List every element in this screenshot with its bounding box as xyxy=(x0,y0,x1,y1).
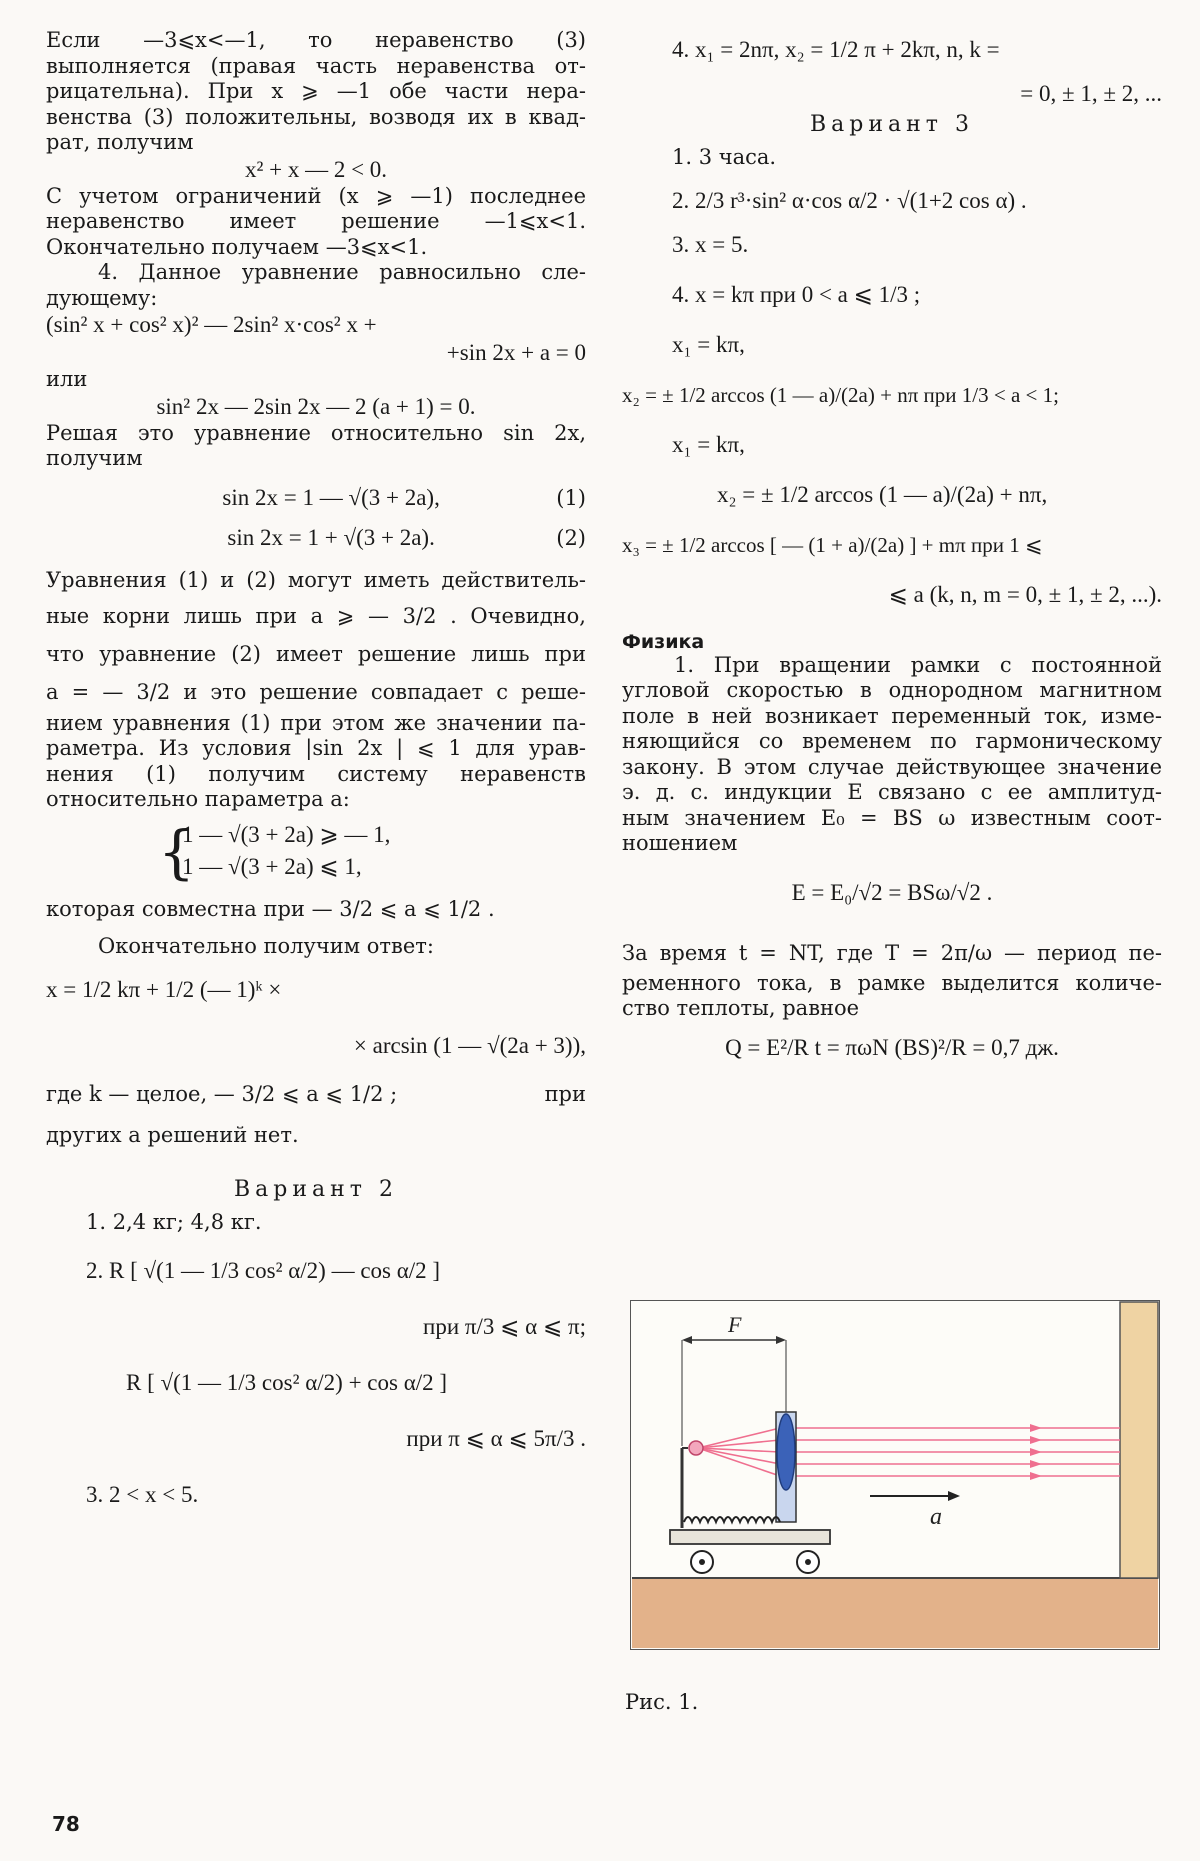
focal-length-label: F xyxy=(728,1312,742,1337)
text-line: 4. Данное уравнение равносильно сле- xyxy=(98,260,586,284)
v3-item-3: 3. x = 5. xyxy=(672,231,749,257)
text-line: дующему: xyxy=(46,285,158,310)
equation-b1: (sin² x + cos² x)² — 2sin² x·cos² x + xyxy=(46,312,377,337)
equation-2-row xyxy=(46,524,586,552)
left-column xyxy=(46,28,586,1509)
text-line: нения (1) получим систему неравенств xyxy=(46,761,586,786)
v3-item-4g: ⩽ a (k, n, m = 0, ± 1, ± 2, ...). xyxy=(888,581,1162,607)
text-line: Уравнения (1) и (2) могут иметь действитель- xyxy=(46,567,586,592)
physics-equation-2: Q = E²/R t = πωN (BS)²/R = 0,7 дж. xyxy=(725,1034,1059,1060)
wall xyxy=(1120,1302,1158,1578)
physics-paragraph-2 xyxy=(622,935,1162,1022)
right-column xyxy=(622,28,1162,1062)
answer-line-3 xyxy=(46,1082,586,1108)
text-line: ство теплоты, равное xyxy=(622,996,860,1020)
v3-item-4b: x₁ = kπ, xyxy=(672,331,745,357)
paragraph-2 xyxy=(46,184,586,261)
paragraph-5 xyxy=(46,564,586,813)
text-line: няющийся со временем по гармоническому xyxy=(622,729,1162,753)
equation-b2: +sin 2x + a = 0 xyxy=(446,340,586,365)
text-line: 1. При вращении рамки с постоянной xyxy=(674,652,1162,677)
text-line: рат, получим xyxy=(46,130,194,154)
text-line: относительно параметра a: xyxy=(46,787,350,811)
text-line: неравенство имеет решение —1⩽x<1. xyxy=(46,209,586,233)
equation-c: sin² 2x — 2sin 2x — 2 (a + 1) = 0. xyxy=(156,393,476,419)
text-line: Окончательно получаем —3⩽x<1. xyxy=(46,234,428,259)
v2-item-2b: при π/3 ⩽ α ⩽ π; xyxy=(423,1314,586,1339)
v1-item-4b: = 0, ± 1, ± 2, ... xyxy=(1020,81,1162,106)
equation-number: (2) xyxy=(556,525,586,550)
figure-caption: Рис. 1. xyxy=(625,1690,699,1714)
v3-item-4c: x₂ = ± 1/2 arccos (1 — a)/(2a) + nπ при 1/3 < a < 1; xyxy=(622,382,1059,407)
system-line-2: 1 — √(3 + 2a) ⩽ 1, xyxy=(182,853,362,879)
text-line: За время t = NT, где T = 2π/ω — период пе- xyxy=(622,940,1162,965)
or-label: или xyxy=(46,367,88,391)
text-line: других a решений нет. xyxy=(46,1123,299,1147)
v3-item-4f: x₃ = ± 1/2 arccos [ — (1 + a)/(2a) ] + mπ при 1 ⩽ xyxy=(622,532,1043,557)
inequality-system xyxy=(46,817,586,886)
v2-item-3: 3. 2 < x < 5. xyxy=(86,1482,199,1507)
text-line: э. д. с. индукции E связано с ее амплитуд- xyxy=(622,780,1162,804)
v2-item-2c: R [ √(1 — 1/3 cos² α/2) + cos α/2 ] xyxy=(126,1370,448,1395)
system-line-1: 1 — √(3 + 2a) ⩾ — 1, xyxy=(182,821,391,847)
text-line: ные корни лишь при a ⩾ — 3/2 . Очевидно, xyxy=(46,603,586,628)
paragraph-1 xyxy=(46,28,586,156)
answer-condition: где k — целое, — 3/2 ⩽ a ⩽ 1/2 ; xyxy=(46,1081,398,1106)
v2-item-2d: при π ⩽ α ⩽ 5π/3 . xyxy=(406,1426,586,1451)
figure-1 xyxy=(630,1300,1160,1650)
text-line: угловой скоростью в однородном магнитном xyxy=(622,678,1162,702)
text-line: что уравнение (2) имеет решение лишь при xyxy=(46,641,586,666)
text-line: Если —3⩽x<—1, то неравенство (3) xyxy=(46,28,586,52)
text-line: ным значением E₀ = BS ω известным соот- xyxy=(622,805,1162,830)
answer-line-2: × arcsin (1 — √(2a + 3)), xyxy=(353,1032,586,1058)
text-line: венства (3) положительны, возводя их в квад- xyxy=(46,104,586,129)
v3-item-1: 1. 3 часа. xyxy=(672,145,777,169)
v3-item-2: 2. 2/3 r³·sin² α·cos α/2 · √(1+2 cos α) . xyxy=(672,187,1027,213)
acceleration-label: a xyxy=(930,1504,942,1530)
text-line: раметра. Из условия |sin 2x | ⩽ 1 для урав- xyxy=(46,736,586,760)
physics-equation-1: E = E₀/√2 = BSω/√2 . xyxy=(791,879,993,905)
text-line: Решая это уравнение относительно sin 2x, xyxy=(46,420,586,445)
text-line: Окончательно получим ответ: xyxy=(98,934,434,958)
cart-platform xyxy=(670,1530,830,1544)
text-line: рицательна). При x ⩾ —1 обе части нера- xyxy=(46,79,586,103)
answer-at: при xyxy=(544,1081,586,1106)
v3-item-4d: x₁ = kπ, xyxy=(672,431,745,457)
answer-line-1: x = 1/2 kπ + 1/2 (— 1)ᵏ × xyxy=(46,976,282,1002)
text-line: нием уравнения (1) при этом же значении па- xyxy=(46,710,586,735)
inequality-eq: x² + x — 2 < 0. xyxy=(244,156,388,182)
paragraph-4 xyxy=(46,421,586,472)
v3-item-4e: x₂ = ± 1/2 arccos (1 — a)/(2a) + nπ, xyxy=(717,481,1048,507)
v3-item-4a: 4. x = kπ при 0 < a ⩽ 1/3 ; xyxy=(672,281,921,307)
paragraph-3 xyxy=(46,260,586,311)
equation-1: sin 2x = 1 — √(3 + 2a), xyxy=(222,484,440,510)
text-line: ношением xyxy=(622,831,738,855)
equation-2: sin 2x = 1 + √(3 + 2a). xyxy=(227,524,435,550)
equation-number: (1) xyxy=(556,485,586,510)
v2-item-2a: 2. R [ √(1 — 1/3 cos² α/2) — cos α/2 ] xyxy=(86,1258,441,1283)
text-line: a = — 3/2 и это решение совпадает с реше- xyxy=(46,679,586,704)
variant-3-title: Вариант 3 xyxy=(810,112,974,137)
text-line: поле в ней возникает переменный ток, изме- xyxy=(622,703,1162,728)
text-line: С учетом ограничений (x ⩾ —1) последнее xyxy=(46,183,586,208)
equation-1-row xyxy=(46,484,586,512)
text-line: получим xyxy=(46,446,143,470)
page-number: 78 xyxy=(52,1812,80,1836)
floor xyxy=(632,1578,1158,1648)
text-line: которая совместна при — 3/2 ⩽ a ⩽ 1/2 . xyxy=(46,896,495,921)
v2-item-1: 1. 2,4 кг; 4,8 кг. xyxy=(86,1209,262,1234)
figure-1-drawing xyxy=(630,1300,1160,1650)
section-heading-physics: Физика xyxy=(622,630,705,653)
text-line: ременного тока, в рамке выделится количе- xyxy=(622,970,1162,995)
brace-icon: { xyxy=(158,817,195,886)
text-line: выполняется (правая часть неравенства от- xyxy=(46,53,586,78)
physics-paragraph-1 xyxy=(622,653,1162,857)
v1-item-4a: 4. x₁ = 2nπ, x₂ = 1/2 π + 2kπ, n, k = xyxy=(672,37,1000,62)
variant-2-title: Вариант 2 xyxy=(234,1176,398,1202)
text-line: закону. В этом случае действующее значение xyxy=(622,754,1162,779)
light-source-icon xyxy=(689,1441,703,1455)
lens-icon xyxy=(777,1414,795,1490)
